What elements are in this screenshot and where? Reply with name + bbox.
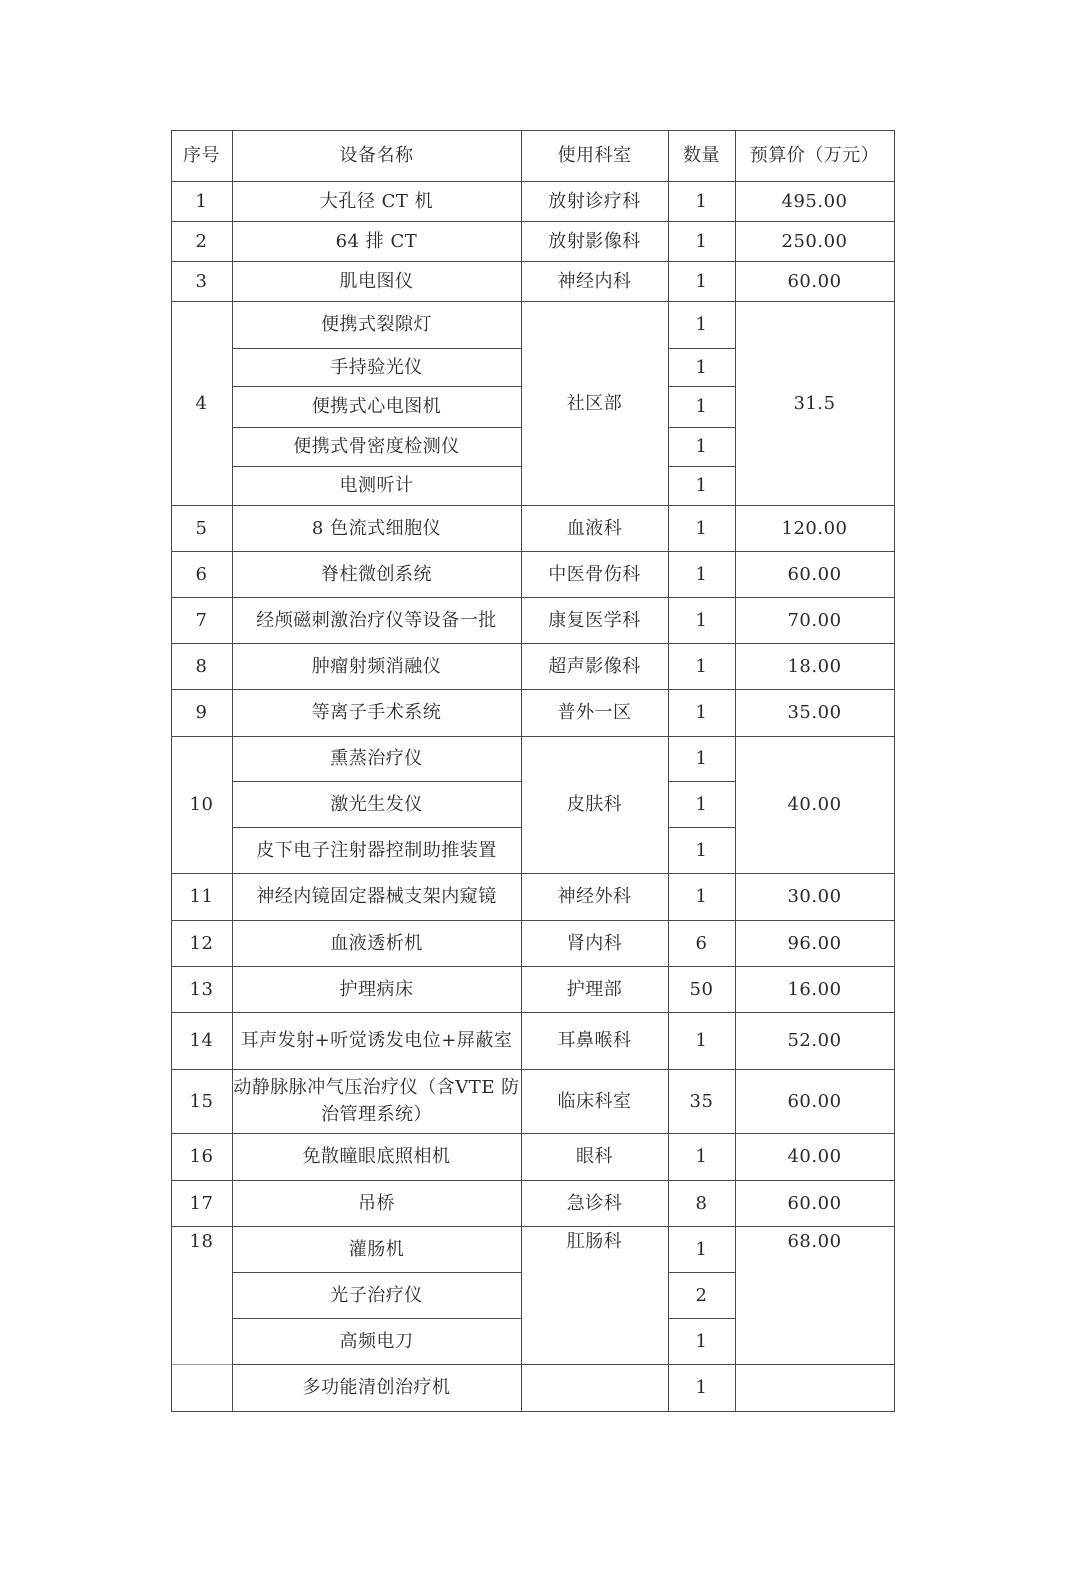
row-number: 15 bbox=[189, 1090, 214, 1112]
table-rule bbox=[668, 1318, 736, 1319]
department-cell: 皮肤科 bbox=[566, 794, 623, 815]
equipment-name-cell: 64 排 CT bbox=[335, 230, 418, 252]
department-cell: 肾内科 bbox=[566, 932, 623, 954]
department-cell: 社区部 bbox=[566, 392, 623, 414]
budget-cell: 18.00 bbox=[787, 655, 842, 677]
budget-cell: 495.00 bbox=[781, 190, 848, 212]
equipment-name-cell: 手持验光仪 bbox=[330, 356, 423, 378]
quantity-cell: 1 bbox=[695, 655, 708, 677]
quantity-cell: 1 bbox=[695, 270, 708, 292]
table-rule bbox=[232, 827, 522, 828]
department-cell: 放射诊疗科 bbox=[548, 190, 641, 212]
row-number: 3 bbox=[195, 270, 208, 292]
budget-cell: 31.5 bbox=[793, 392, 836, 414]
department-cell: 神经内科 bbox=[557, 270, 632, 292]
quantity-cell: 1 bbox=[695, 886, 708, 907]
budget-cell: 68.00 bbox=[787, 1231, 842, 1252]
equipment-name-cell: 多功能清创治疗机 bbox=[302, 1377, 451, 1398]
department-cell bbox=[521, 1364, 668, 1411]
row-number bbox=[171, 1364, 232, 1411]
budget-cell: 40.00 bbox=[787, 1146, 842, 1167]
department-cell: 肛肠科 bbox=[566, 1231, 623, 1252]
quantity-cell: 1 bbox=[695, 609, 708, 631]
department-cell: 急诊科 bbox=[566, 1192, 623, 1214]
header-department: 使用科室 bbox=[557, 145, 632, 166]
table-rule bbox=[232, 781, 522, 782]
quantity-cell: 1 bbox=[695, 1030, 708, 1051]
row-number: 1 bbox=[195, 190, 208, 212]
row-number: 13 bbox=[189, 978, 214, 1000]
equipment-name-cell: 经颅磁刺激治疗仪等设备一批 bbox=[256, 609, 497, 631]
row-number: 2 bbox=[195, 230, 208, 252]
department-cell: 放射影像科 bbox=[548, 230, 641, 252]
department-cell: 康复医学科 bbox=[548, 609, 641, 631]
department-cell: 普外一区 bbox=[557, 702, 632, 723]
equipment-name-cell: 脊柱微创系统 bbox=[321, 563, 432, 585]
table-rule bbox=[894, 130, 895, 1412]
equipment-name-cell: 便携式骨密度检测仪 bbox=[293, 436, 460, 457]
department-cell: 超声影像科 bbox=[548, 655, 641, 677]
row-number: 6 bbox=[195, 563, 208, 585]
quantity-cell: 1 bbox=[695, 230, 708, 252]
equipment-name-cell: 免散瞳眼底照相机 bbox=[302, 1146, 451, 1167]
quantity-cell: 35 bbox=[689, 1090, 714, 1112]
quantity-cell: 1 bbox=[695, 475, 708, 496]
table-rule bbox=[735, 130, 736, 1412]
department-cell: 护理部 bbox=[566, 978, 623, 1000]
table-rule bbox=[668, 427, 736, 428]
quantity-cell: 1 bbox=[695, 517, 708, 539]
table-rule bbox=[232, 348, 522, 349]
equipment-name-cell: 光子治疗仪 bbox=[330, 1284, 423, 1306]
table-rule bbox=[232, 1272, 522, 1273]
budget-cell: 35.00 bbox=[787, 702, 842, 723]
row-number: 9 bbox=[195, 702, 208, 723]
table-rule bbox=[171, 130, 172, 1412]
quantity-cell: 1 bbox=[695, 1238, 708, 1260]
equipment-name-cell: 肿瘤射频消融仪 bbox=[311, 655, 442, 677]
row-number: 5 bbox=[195, 517, 208, 539]
budget-cell: 120.00 bbox=[781, 517, 848, 539]
department-cell: 耳鼻喉科 bbox=[557, 1030, 632, 1051]
budget-cell bbox=[735, 1364, 894, 1411]
equipment-name-cell: 8 色流式细胞仪 bbox=[311, 517, 442, 539]
row-number: 10 bbox=[189, 794, 214, 815]
department-cell: 神经外科 bbox=[557, 886, 632, 907]
table-rule bbox=[171, 1411, 895, 1412]
row-number: 4 bbox=[195, 392, 208, 414]
row-number: 7 bbox=[195, 609, 208, 631]
table-rule bbox=[668, 827, 736, 828]
row-number: 8 bbox=[195, 655, 208, 677]
department-cell: 临床科室 bbox=[557, 1090, 632, 1112]
equipment-name-cell: 等离子手术系统 bbox=[311, 702, 442, 723]
department-cell: 眼科 bbox=[576, 1146, 613, 1167]
quantity-cell: 1 bbox=[695, 396, 708, 417]
quantity-cell: 1 bbox=[695, 1377, 708, 1398]
equipment-name-cell: 肌电图仪 bbox=[339, 270, 414, 292]
quantity-cell: 2 bbox=[695, 1284, 708, 1306]
quantity-cell: 8 bbox=[695, 1192, 708, 1214]
table-rule bbox=[668, 348, 736, 349]
equipment-name-cell: 电测听计 bbox=[339, 475, 414, 496]
equipment-name-cell: 熏蒸治疗仪 bbox=[330, 748, 423, 769]
quantity-cell: 50 bbox=[689, 978, 714, 1000]
equipment-name-cell: 高频电刀 bbox=[339, 1330, 414, 1352]
quantity-cell: 1 bbox=[695, 793, 708, 815]
header-equipment-name: 设备名称 bbox=[339, 145, 414, 166]
department-cell: 中医骨伤科 bbox=[548, 563, 641, 585]
table-rule bbox=[668, 1272, 736, 1273]
equipment-name-cell: 激光生发仪 bbox=[330, 793, 423, 815]
quantity-cell: 6 bbox=[695, 932, 708, 954]
quantity-cell: 1 bbox=[695, 748, 708, 769]
budget-cell: 60.00 bbox=[787, 270, 842, 292]
equipment-name-cell: 动静脉脉冲气压治疗仪（含VTE 防治管理系统） bbox=[233, 1077, 520, 1125]
quantity-cell: 1 bbox=[695, 356, 708, 378]
budget-cell: 30.00 bbox=[787, 886, 842, 907]
table-rule bbox=[171, 130, 895, 131]
equipment-name-cell: 神经内镜固定器械支架内窥镜 bbox=[256, 886, 497, 907]
table-rule bbox=[668, 130, 669, 1412]
header-quantity: 数量 bbox=[683, 145, 720, 166]
quantity-cell: 1 bbox=[695, 563, 708, 585]
quantity-cell: 1 bbox=[695, 314, 708, 335]
equipment-name-cell: 耳声发射+听觉诱发电位+屏蔽室 bbox=[240, 1030, 513, 1051]
department-cell: 血液科 bbox=[566, 517, 623, 539]
equipment-name-cell: 便携式裂隙灯 bbox=[321, 314, 432, 335]
equipment-name-cell: 大孔径 CT 机 bbox=[319, 190, 434, 212]
budget-cell: 70.00 bbox=[787, 609, 842, 631]
quantity-cell: 1 bbox=[695, 190, 708, 212]
budget-cell: 60.00 bbox=[787, 1090, 842, 1112]
budget-cell: 60.00 bbox=[787, 1192, 842, 1214]
row-number: 14 bbox=[189, 1030, 214, 1051]
budget-cell: 60.00 bbox=[787, 563, 842, 585]
budget-cell: 40.00 bbox=[787, 794, 842, 815]
quantity-cell: 1 bbox=[695, 1330, 708, 1352]
table-rule bbox=[668, 466, 736, 467]
table-rule bbox=[232, 427, 522, 428]
budget-cell: 96.00 bbox=[787, 932, 842, 954]
equipment-name-cell: 皮下电子注射器控制助推装置 bbox=[256, 839, 497, 861]
header-budget: 预算价（万元） bbox=[749, 145, 880, 166]
equipment-name-cell: 血液透析机 bbox=[330, 932, 423, 954]
row-number: 12 bbox=[189, 932, 214, 954]
quantity-cell: 1 bbox=[695, 436, 708, 457]
equipment-name-cell: 灌肠机 bbox=[348, 1238, 405, 1260]
equipment-name-cell: 护理病床 bbox=[339, 978, 414, 1000]
budget-cell: 52.00 bbox=[787, 1030, 842, 1051]
header-no: 序号 bbox=[183, 145, 220, 166]
row-number: 16 bbox=[189, 1146, 214, 1167]
quantity-cell: 1 bbox=[695, 839, 708, 861]
quantity-cell: 1 bbox=[695, 1146, 708, 1167]
table-rule bbox=[668, 781, 736, 782]
quantity-cell: 1 bbox=[695, 702, 708, 723]
table-rule bbox=[232, 386, 522, 387]
table-rule bbox=[232, 466, 522, 467]
table-rule bbox=[668, 386, 736, 387]
table-rule bbox=[232, 1318, 522, 1319]
equipment-name-cell: 便携式心电图机 bbox=[311, 396, 442, 417]
budget-cell: 16.00 bbox=[787, 978, 842, 1000]
row-number: 11 bbox=[189, 886, 214, 907]
row-number: 18 bbox=[189, 1231, 214, 1252]
table-rule bbox=[232, 130, 233, 1412]
equipment-name-cell: 吊桥 bbox=[358, 1192, 395, 1214]
row-number: 17 bbox=[189, 1192, 214, 1214]
budget-cell: 250.00 bbox=[781, 230, 848, 252]
table-rule bbox=[521, 130, 522, 1412]
